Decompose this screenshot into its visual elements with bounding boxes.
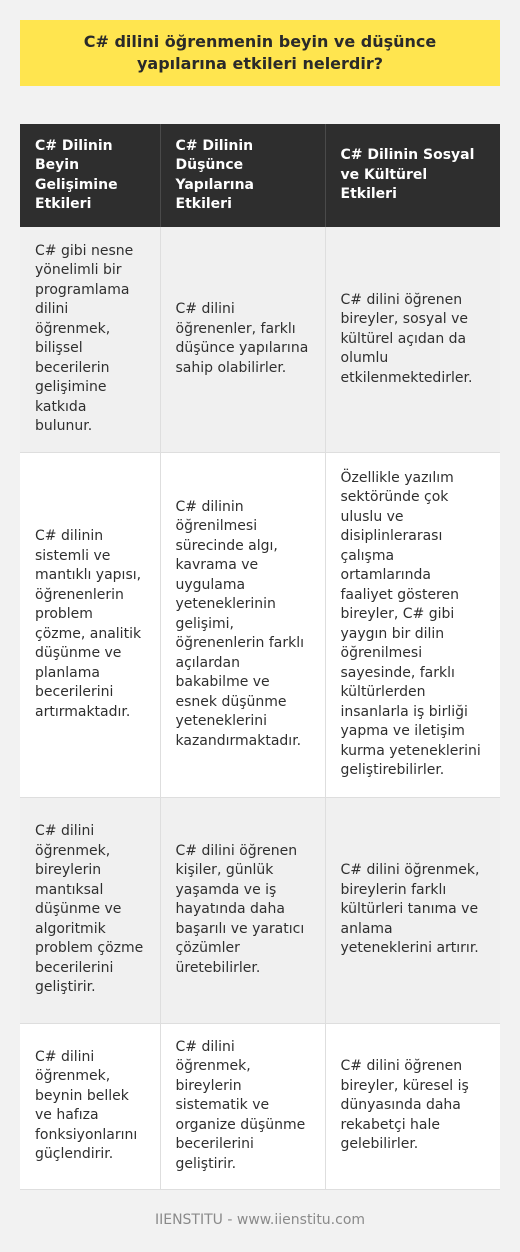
column-header-social: C# Dilinin Sosyal ve Kültürel Etkileri bbox=[325, 124, 500, 227]
table-header-row bbox=[20, 124, 500, 227]
table-cell: C# gibi nesne yönelimli bir programlama dilini öğrenmek, bilişsel becerilerin gelişimine katkıda bulunur. bbox=[20, 227, 160, 452]
table-cell: C# dilinin sistemli ve mantıklı yapısı, öğrenenlerin problem çözme, analitik düşünme ve planlama becerilerini artırmaktadır. bbox=[20, 452, 160, 797]
table-cell: C# dilini öğrenen bireyler, sosyal ve kültürel açıdan da olumlu etkilenmektedirler. bbox=[325, 227, 500, 452]
table-row bbox=[20, 797, 500, 1023]
column-header-thought: C# Dilinin Düşünce Yapılarına Etkileri bbox=[160, 124, 325, 227]
table-cell: C# dilini öğrenenler, farklı düşünce yapılarına sahip olabilirler. bbox=[160, 227, 325, 452]
comparison-table bbox=[20, 124, 500, 1190]
footer-credit: IIENSTITU - www.iienstitu.com bbox=[154, 1212, 366, 1228]
table-cell: Özellikle yazılım sektöründe çok uluslu ve disiplinlerarası çalışma ortamlarında faaliyet gösteren bireyler, C# gibi yaygın bir dilin öğrenilmesi sayesinde, farklı kültürlerden insanlarla iş birliği yapma ve iletişim kurma yeteneklerini geliştirebilirler. bbox=[325, 452, 500, 797]
table-cell: C# dilini öğrenmek, bireylerin farklı kültürleri tanıma ve anlama yeteneklerini artırır. bbox=[325, 797, 500, 1023]
table-row bbox=[20, 227, 500, 452]
table-row bbox=[20, 452, 500, 797]
title-banner bbox=[20, 20, 500, 86]
table-cell: C# dilinin öğrenilmesi sürecinde algı, kavrama ve uygulama yeteneklerinin gelişimi, öğrenenlerin farklı açılardan bakabilme ve esnek düşünme yeteneklerini kazandırmaktadır. bbox=[160, 452, 325, 797]
table-cell: C# dilini öğrenmek, bireylerin sistematik ve organize düşünme becerilerini geliştirir. bbox=[160, 1023, 325, 1189]
table-cell: C# dilini öğrenmek, bireylerin mantıksal düşünme ve algoritmik problem çözme becerilerini geliştirir. bbox=[20, 797, 160, 1023]
page-title: C# dilini öğrenmenin beyin ve düşünce yapılarına etkileri nelerdir? bbox=[83, 32, 437, 73]
table-cell: C# dilini öğrenmek, beynin bellek ve hafıza fonksiyonlarını güçlendirir. bbox=[20, 1023, 160, 1189]
column-header-brain: C# Dilinin Beyin Gelişimine Etkileri bbox=[20, 124, 160, 227]
table-cell: C# dilini öğrenen kişiler, günlük yaşamda ve iş hayatında daha başarılı ve yaratıcı çözümler üretebilirler. bbox=[160, 797, 325, 1023]
table-row bbox=[20, 1023, 500, 1189]
table-cell: C# dilini öğrenen bireyler, küresel iş dünyasında daha rekabetçi hale gelebilirler. bbox=[325, 1023, 500, 1189]
